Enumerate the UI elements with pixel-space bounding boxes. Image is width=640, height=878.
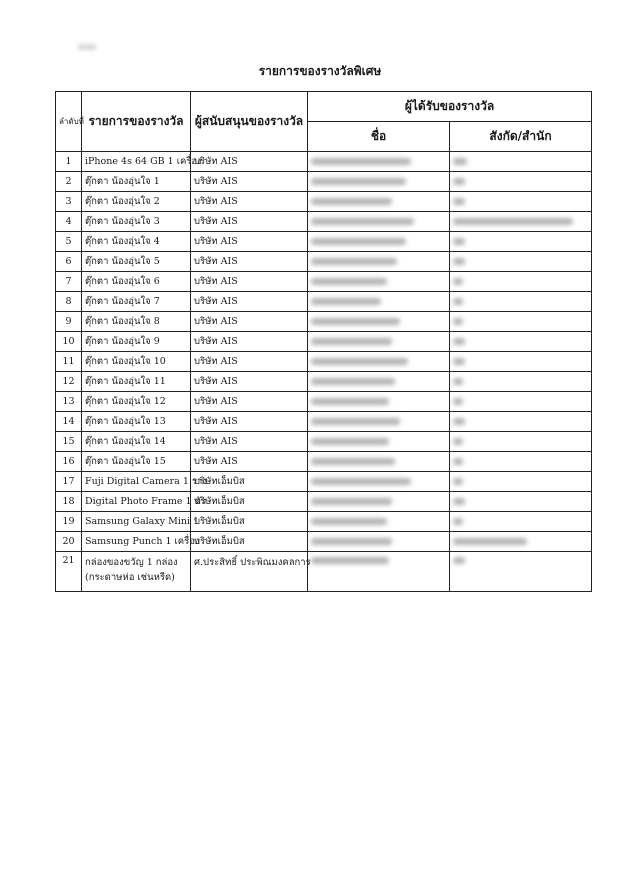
redaction-blur [453,358,465,365]
row-number: 13 [56,392,82,412]
table-row [56,152,592,172]
redaction-blur [311,438,389,445]
recipient-name-redacted [308,552,450,592]
row-number: 10 [56,332,82,352]
row-number: 17 [56,472,82,492]
redaction-blur [453,258,465,265]
redaction-blur [453,178,465,185]
recipient-affiliation-redacted [450,492,592,512]
sponsor: บริษัท AIS [191,232,308,252]
scan-smudge [78,44,96,50]
recipient-affiliation-redacted [450,552,592,592]
recipient-name-redacted [308,472,450,492]
recipient-name-redacted [308,212,450,232]
recipient-affiliation-redacted [450,372,592,392]
table-row [56,252,592,272]
redaction-blur [311,198,392,205]
recipient-affiliation-redacted [450,272,592,292]
redaction-blur [453,198,465,205]
recipient-name-redacted [308,192,450,212]
row-number: 16 [56,452,82,472]
table-body [56,152,592,592]
header-sponsor: ผู้สนับสนุนของรางวัล [191,92,308,152]
recipient-name-redacted [308,412,450,432]
prize-item: กล่องของขวัญ 1 กล่อง (กระดาษห่อ เช่นหรีด) [82,552,191,592]
prize-item: ตุ๊กตา น้องอุ่นใจ 10 [82,352,191,372]
recipient-name-redacted [308,532,450,552]
sponsor: บริษัทเอ็มบิส [191,532,308,552]
header-no: ลำดับที่ [56,92,82,152]
table-row [56,272,592,292]
sponsor: บริษัทเอ็มบิส [191,472,308,492]
prize-item: ตุ๊กตา น้องอุ่นใจ 15 [82,452,191,472]
page-title: รายการของรางวัลพิเศษ [258,64,382,78]
table-row [56,332,592,352]
redaction-blur [453,278,463,285]
recipient-name-redacted [308,332,450,352]
recipient-affiliation-redacted [450,172,592,192]
prize-item: ตุ๊กตา น้องอุ่นใจ 1 [82,172,191,192]
header-item: รายการของรางวัล [82,92,191,152]
table-row [56,432,592,452]
prize-item: iPhone 4s 64 GB 1 เครื่อง [82,152,191,172]
sponsor: บริษัท AIS [191,272,308,292]
row-number: 11 [56,352,82,372]
redaction-blur [453,478,463,485]
recipient-name-redacted [308,512,450,532]
table-row [56,512,592,532]
prize-item: ตุ๊กตา น้องอุ่นใจ 2 [82,192,191,212]
redaction-blur [453,418,465,425]
recipient-affiliation-redacted [450,352,592,372]
sponsor: บริษัท AIS [191,312,308,332]
redaction-blur [453,318,463,325]
row-number: 7 [56,272,82,292]
recipient-affiliation-redacted [450,212,592,232]
recipient-name-redacted [308,372,450,392]
redaction-blur [453,518,463,525]
redaction-blur [311,378,395,385]
recipient-name-redacted [308,432,450,452]
recipient-affiliation-redacted [450,312,592,332]
table-row [56,192,592,212]
redaction-blur [311,298,381,305]
redaction-blur [311,278,387,285]
prize-item: ตุ๊กตา น้องอุ่นใจ 13 [82,412,191,432]
recipient-name-redacted [308,152,450,172]
sponsor: บริษัท AIS [191,292,308,312]
row-number: 4 [56,212,82,232]
table-row [56,392,592,412]
redaction-blur [311,557,389,564]
recipient-name-redacted [308,232,450,252]
sponsor: บริษัทเอ็มบิส [191,512,308,532]
table-row [56,292,592,312]
prize-item: ตุ๊กตา น้องอุ่นใจ 4 [82,232,191,252]
table-row [56,412,592,432]
redaction-blur [453,158,467,165]
redaction-blur [311,538,392,545]
recipient-affiliation-redacted [450,512,592,532]
row-number: 6 [56,252,82,272]
redaction-blur [453,238,465,245]
prize-item: Digital Photo Frame 1 ตัว [82,492,191,512]
recipient-name-redacted [308,272,450,292]
redaction-blur [311,158,411,165]
prize-item: ตุ๊กตา น้องอุ่นใจ 9 [82,332,191,352]
table-row [56,352,592,372]
redaction-blur [311,318,400,325]
recipient-affiliation-redacted [450,532,592,552]
sponsor: บริษัท AIS [191,172,308,192]
prize-table [55,91,592,592]
recipient-name-redacted [308,292,450,312]
redaction-blur [311,518,387,525]
recipient-affiliation-redacted [450,292,592,312]
table-row [56,532,592,552]
recipient-affiliation-redacted [450,252,592,272]
row-number: 21 [56,552,82,592]
sponsor: บริษัท AIS [191,332,308,352]
recipient-affiliation-redacted [450,472,592,492]
prize-item: Samsung Punch 1 เครื่อง [82,532,191,552]
row-number: 20 [56,532,82,552]
table-row [56,472,592,492]
row-number: 2 [56,172,82,192]
recipient-affiliation-redacted [450,432,592,452]
redaction-blur [453,218,573,225]
redaction-blur [311,398,389,405]
recipient-affiliation-redacted [450,412,592,432]
sponsor: บริษัท AIS [191,452,308,472]
recipient-affiliation-redacted [450,332,592,352]
header-recipient: ผู้ได้รับของรางวัล [308,92,592,122]
redaction-blur [311,478,411,485]
recipient-affiliation-redacted [450,452,592,472]
prize-item: ตุ๊กตา น้องอุ่นใจ 11 [82,372,191,392]
recipient-affiliation-redacted [450,392,592,412]
row-number: 5 [56,232,82,252]
redaction-blur [453,458,463,465]
table-row [56,172,592,192]
prize-item: ตุ๊กตา น้องอุ่นใจ 14 [82,432,191,452]
recipient-name-redacted [308,252,450,272]
table-row [56,232,592,252]
row-number: 19 [56,512,82,532]
sponsor: บริษัท AIS [191,192,308,212]
recipient-affiliation-redacted [450,232,592,252]
redaction-blur [453,438,463,445]
redaction-blur [453,298,463,305]
table-row [56,552,592,592]
redaction-blur [453,557,465,564]
row-number: 9 [56,312,82,332]
prize-item: ตุ๊กตา น้องอุ่นใจ 7 [82,292,191,312]
redaction-blur [453,398,463,405]
table-row [56,312,592,332]
sponsor: บริษัท AIS [191,152,308,172]
sponsor: บริษัท AIS [191,352,308,372]
redaction-blur [311,358,408,365]
table-row [56,492,592,512]
sponsor: บริษัท AIS [191,252,308,272]
sponsor: บริษัท AIS [191,392,308,412]
row-number: 14 [56,412,82,432]
redaction-blur [453,378,463,385]
recipient-affiliation-redacted [450,152,592,172]
row-number: 8 [56,292,82,312]
recipient-name-redacted [308,452,450,472]
sponsor: บริษัท AIS [191,412,308,432]
redaction-blur [453,338,465,345]
redaction-blur [453,538,527,545]
prize-item: ตุ๊กตา น้องอุ่นใจ 3 [82,212,191,232]
sponsor: บริษัท AIS [191,372,308,392]
row-number: 18 [56,492,82,512]
recipient-name-redacted [308,172,450,192]
redaction-blur [311,178,406,185]
redaction-blur [311,218,414,225]
redaction-blur [311,238,406,245]
prize-item: ตุ๊กตา น้องอุ่นใจ 6 [82,272,191,292]
sponsor: บริษัท AIS [191,212,308,232]
redaction-blur [311,418,400,425]
header-name: ชื่อ [308,122,450,152]
sponsor: บริษัท AIS [191,432,308,452]
sponsor: ศ.ประสิทธิ์ ประพิณมงคลการ [191,552,308,592]
table-row [56,452,592,472]
prize-item: Samsung Galaxy Mini 1 [82,512,191,532]
prize-item: ตุ๊กตา น้องอุ่นใจ 12 [82,392,191,412]
row-number: 3 [56,192,82,212]
row-number: 12 [56,372,82,392]
row-number: 15 [56,432,82,452]
redaction-blur [311,458,395,465]
row-number: 1 [56,152,82,172]
header-affiliation: สังกัด/สำนัก [450,122,592,152]
table-row [56,372,592,392]
recipient-name-redacted [308,492,450,512]
prize-item: Fuji Digital Camera 1 ราง [82,472,191,492]
table-row [56,212,592,232]
recipient-name-redacted [308,392,450,412]
header-row [56,92,592,122]
recipient-affiliation-redacted [450,192,592,212]
prize-item: ตุ๊กตา น้องอุ่นใจ 8 [82,312,191,332]
redaction-blur [311,338,392,345]
redaction-blur [453,498,465,505]
recipient-name-redacted [308,312,450,332]
redaction-blur [311,258,397,265]
sponsor: บริษัทเอ็มบิส [191,492,308,512]
prize-item: ตุ๊กตา น้องอุ่นใจ 5 [82,252,191,272]
redaction-blur [311,498,392,505]
recipient-name-redacted [308,352,450,372]
